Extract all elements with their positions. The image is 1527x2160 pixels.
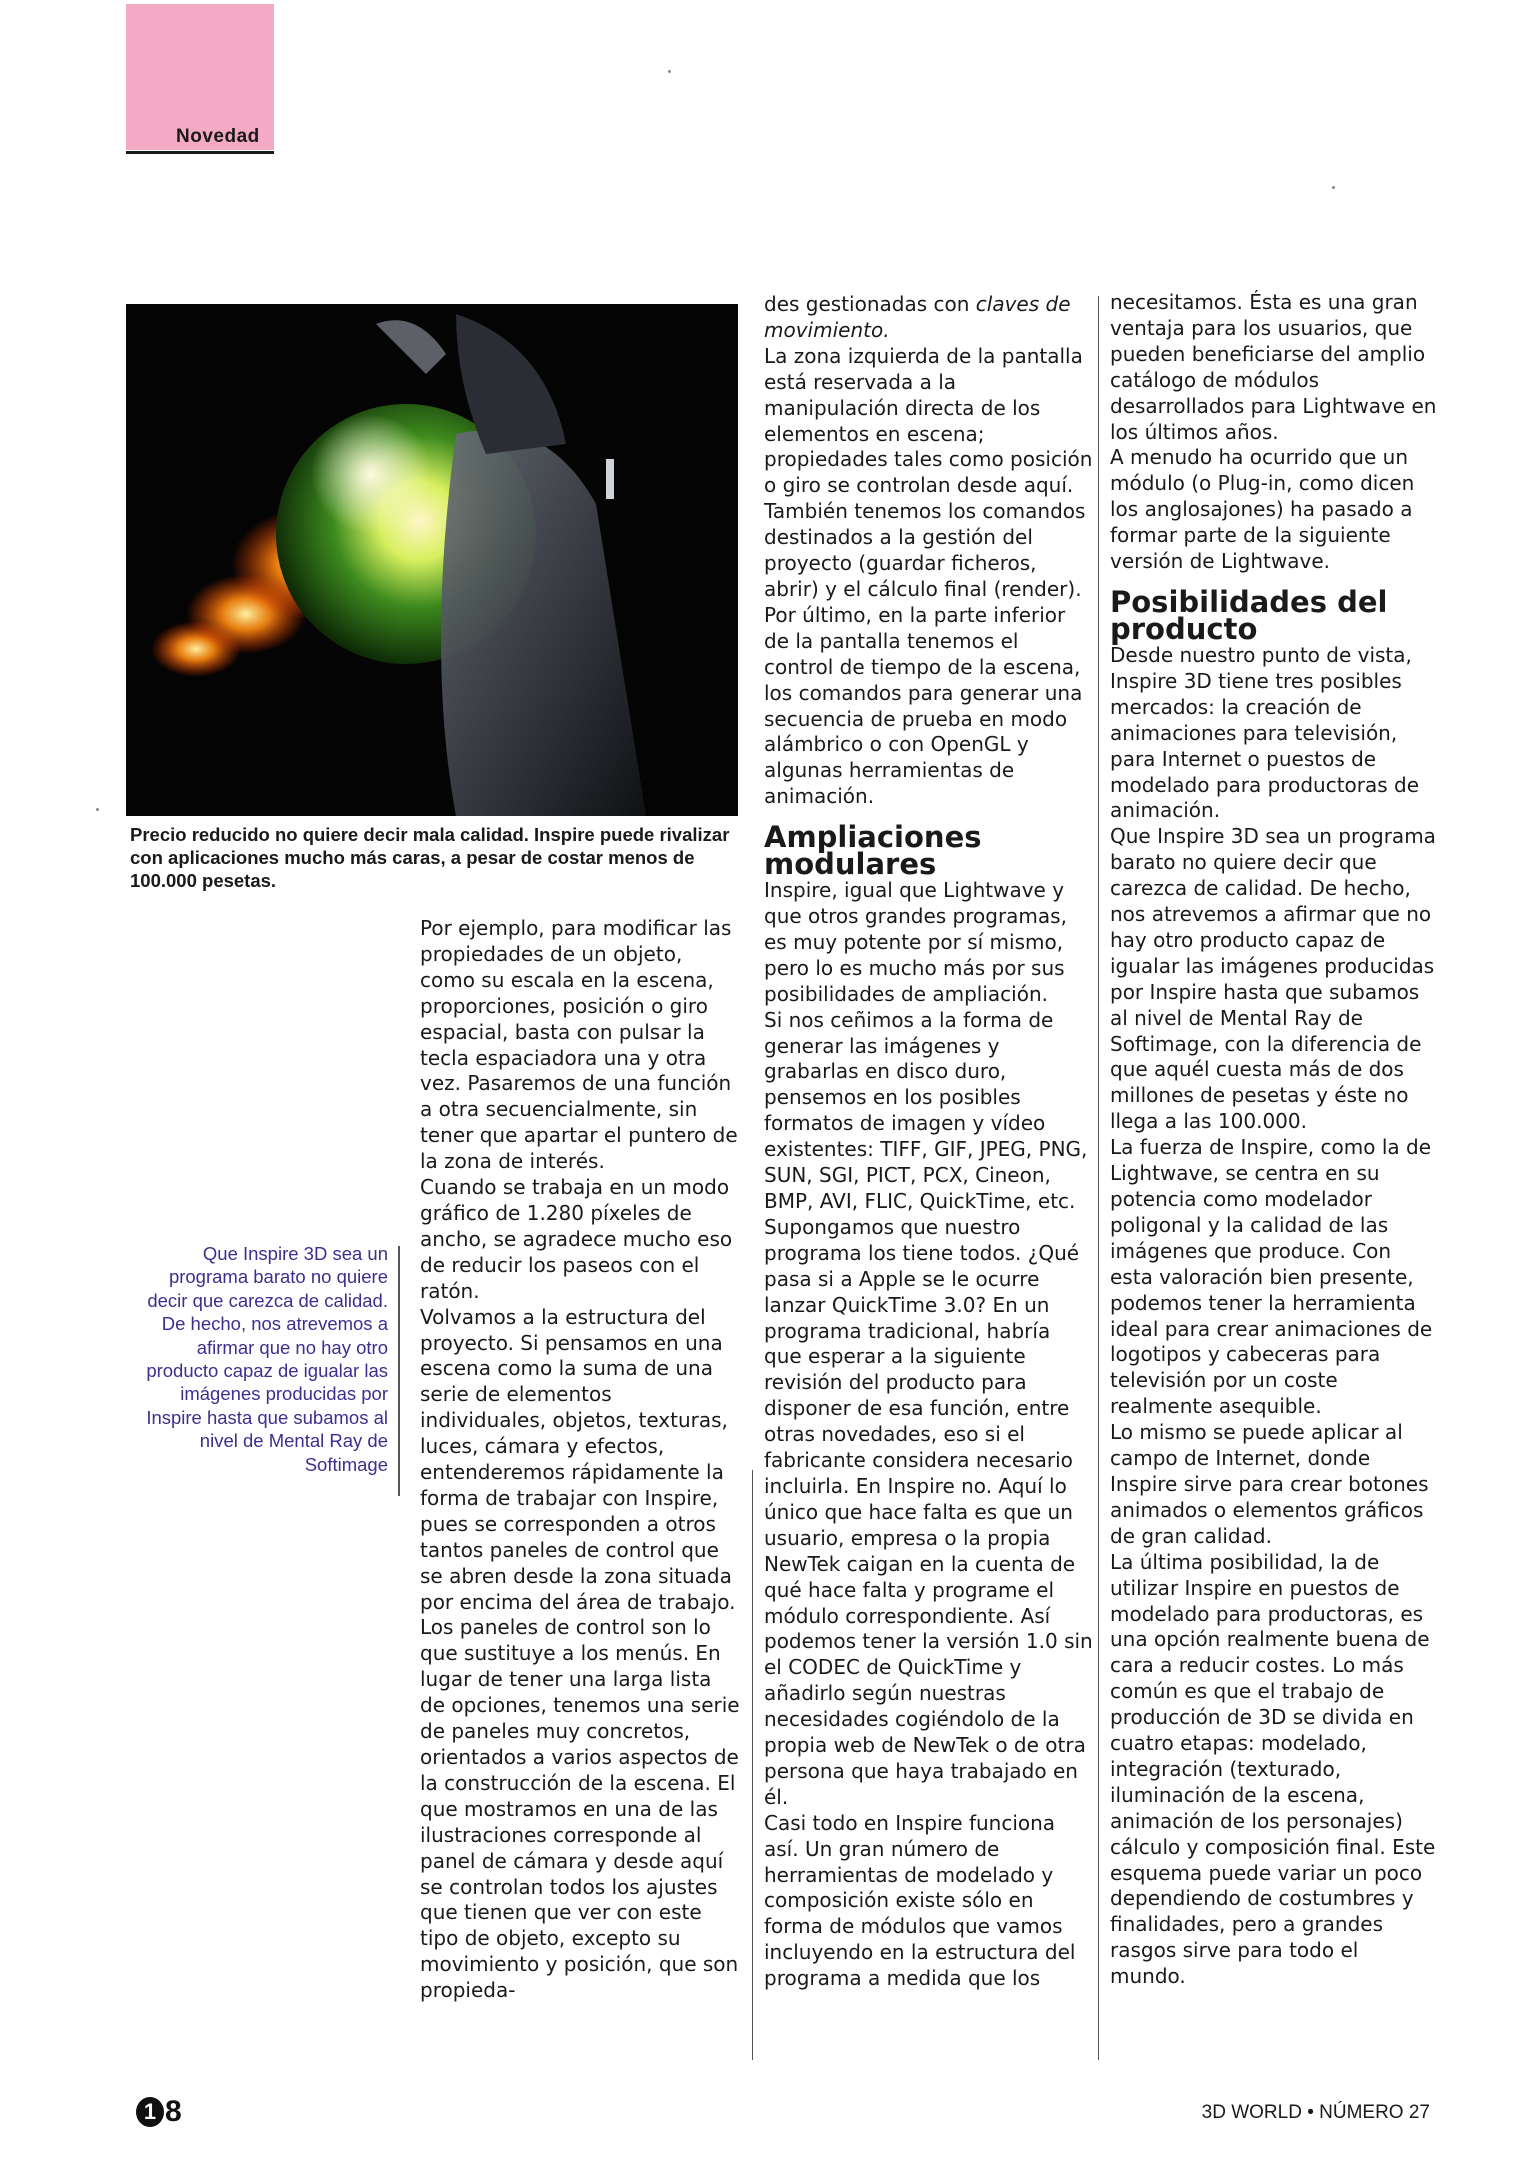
paragraph: La fuerza de Inspire, como la de Lightwave, se centra en su potencia como modelador poligonal y la calidad de las imágenes que produce. Con esta valoración bien presente, podemos tener la herramienta ideal para crear animaciones de logotipos y cabeceras para televisión por un coste realmente asequible. (1110, 1135, 1433, 1419)
paragraph: Inspire, igual que Lightwave y que otros grandes programas, es muy potente por sí mismo, pero lo es mucho más por sus posibilidades de ampliación. (764, 878, 1067, 1006)
article-photo (126, 304, 738, 816)
page-number (136, 2095, 182, 2129)
paragraph: La zona izquierda de la pantalla está reservada a la manipulación directa de los elementos en escena; propiedades tales como posición o giro se controlan desde aquí. (764, 343, 1093, 498)
paragraph: Que Inspire 3D sea un programa barato no quiere decir que carezca de calidad. De hecho, nos atrevemos a afirmar que no hay otro producto capaz de igualar las imágenes producidas por Inspire hasta que subamos al nivel de Mental Ray de Softimage, con la diferencia de que aquél cuesta más de dos millones de pesetas y éste no llega a las 100.000. (1110, 824, 1436, 1134)
paragraph (764, 292, 1094, 344)
section-underline (126, 151, 274, 154)
paragraph: Por ejemplo, para modificar las propiedades de un objeto, como su escala en la escena, proporciones, posición o giro espacial, basta con pulsar la tecla espaciadora una y otra vez. Pasaremos de una función a otra secuencialmente, sin tener que apartar el puntero de la zona de interés. (420, 916, 738, 1174)
paragraph: Cuando se trabaja en un modo gráfico de 1.280 píxeles de ancho, se agradece mucho eso de reducir los paseos con el ratón. (420, 1175, 733, 1303)
article-column-2 (764, 292, 1094, 1992)
paragraph: necesitamos. Ésta es una gran ventaja para los usuarios, que pueden beneficiarse del amplio catálogo de módulos desarrollados para Lightwave en los últimos años. (1110, 290, 1437, 444)
figure-caption: Precio reducido no quiere decir mala calidad. Inspire puede rivalizar con aplicaciones mucho más caras, a pesar de costar menos de 100.000 pesetas. (130, 824, 730, 891)
scan-speck (1332, 186, 1335, 189)
pull-quote-rule (398, 1246, 400, 1496)
scan-speck (668, 70, 671, 73)
pull-quote: Que Inspire 3D sea un programa barato no quiere decir que carezca de calidad. De hecho, nos atrevemos a afirmar que no hay otro producto capaz de igualar las imágenes producidas por Inspire hasta que subamos al nivel de Mental Ray de Softimage (146, 1243, 388, 1475)
paragraph: A menudo ha ocurrido que un módulo (o Plug-in, como dicen los anglosajones) ha pasado a formar parte de la siguiente versión de Lightwave. (1110, 445, 1415, 574)
column-divider (1098, 296, 1099, 2060)
page-number-digit: 8 (165, 2095, 182, 2128)
paragraph: Casi todo en Inspire funciona así. Un gran número de herramientas de modelado y composición existe sólo en forma de módulos que vamos incluyendo en la estructura del programa a medida que los (764, 1810, 1076, 1991)
paragraph: Supongamos que nuestro programa los tiene todos. ¿Qué pasa si a Apple se le ocurre lanzar QuickTime 3.0? En un programa tradicional, habría que esperar a la siguiente revisión del producto para disponer de esa función, entre otras novedades, eso si el fabricante considera necesario incluirla. En Inspire no. Aquí lo único que hace falta es que un usuario, empresa o la propia NewTek caigan en la cuenta de qué hace falta y programe el módulo correspondiente. Así podemos tener la versión 1.0 sin el CODEC de QuickTime y añadirlo según nuestras necesidades cogiéndolo de la propia web de NewTek o de otra persona que haya trabajado en él. (764, 1214, 1093, 1809)
paragraph: También tenemos los comandos destinados a la gestión del proyecto (guardar ficheros, abrir) y el cálculo final (render). (764, 499, 1086, 601)
section-heading: Posibilidades del producto (1110, 584, 1388, 646)
paragraph: Desde nuestro punto de vista, Inspire 3D tiene tres posibles mercados: la creación de animaciones para televisión, para Internet o puestos de modelado para productoras de animación. (1110, 642, 1420, 823)
render-illustration (126, 304, 738, 816)
paragraph: Los paneles de control son lo que sustituye a los menús. En lugar de tener una larga lista de opciones, tenemos una serie de paneles muy concretos, orientados a varios aspectos de la construcción de la escena. El que mostramos en una de las ilustraciones corresponde al panel de cámara y desde aquí se controlan todos los ajustes que tienen que ver con este tipo de objeto, excepto su movimiento y posición, que son propieda- (420, 1615, 740, 2003)
paragraph: Lo mismo se puede aplicar al campo de Internet, donde Inspire sirve para crear botones animados o elementos gráficos de gran calidad. (1110, 1420, 1429, 1548)
emphasis-text: claves de movimiento. (764, 292, 1071, 342)
antenna (606, 459, 614, 499)
section-label: Novedad (176, 126, 260, 147)
page-number-badge: 1 (136, 2097, 164, 2127)
paragraph-text: des gestionadas con (764, 292, 970, 316)
light-flare (311, 414, 431, 534)
article-column-3 (1110, 290, 1440, 1990)
scan-speck (96, 808, 99, 811)
paragraph: Por último, en la parte inferior de la pantalla tenemos el control de tiempo de la escena, los comandos para generar una secuencia de prueba en modo alámbrico o con OpenGL y algunas herramientas de animación. (764, 602, 1083, 809)
paragraph: Volvamos a la estructura del proyecto. Si pensamos en una escena como la suma de una serie de elementos individuales, objetos, texturas, luces, cámara y efectos, entenderemos rápidamente la forma de trabajar con Inspire, pues se corresponden a otros tantos paneles de control que se abren desde la zona situada por encima del área de trabajo. (420, 1304, 736, 1614)
paragraph: Si nos ceñimos a la forma de generar las imágenes y grabarlas en disco duro, pensemos en los posibles formatos de imagen y vídeo existentes: TIFF, GIF, JPEG, PNG, SUN, SGI, PICT, PCX, Cineon, BMP, AVI, FLIC, QuickTime, etc. (764, 1007, 1088, 1213)
paragraph: La última posibilidad, la de utilizar Inspire en puestos de modelado para productoras, es una opción realmente buena de cara a reducir costes. Lo más común es que el trabajo de producción de 3D se divida en cuatro etapas: modelado, integración (texturado, iluminación de la escena, animación de los personajes) cálculo y composición final. Este esquema puede variar un poco dependiendo de costumbres y finalidades, pero a grandes rasgos sirve para todo el mundo. (1110, 1549, 1436, 1989)
column-divider (752, 1470, 753, 2060)
section-heading: Ampliaciones modulares (764, 820, 982, 882)
magazine-footer: 3D WORLD • NÚMERO 27 (1201, 2102, 1430, 2123)
article-column-1 (420, 916, 742, 2004)
